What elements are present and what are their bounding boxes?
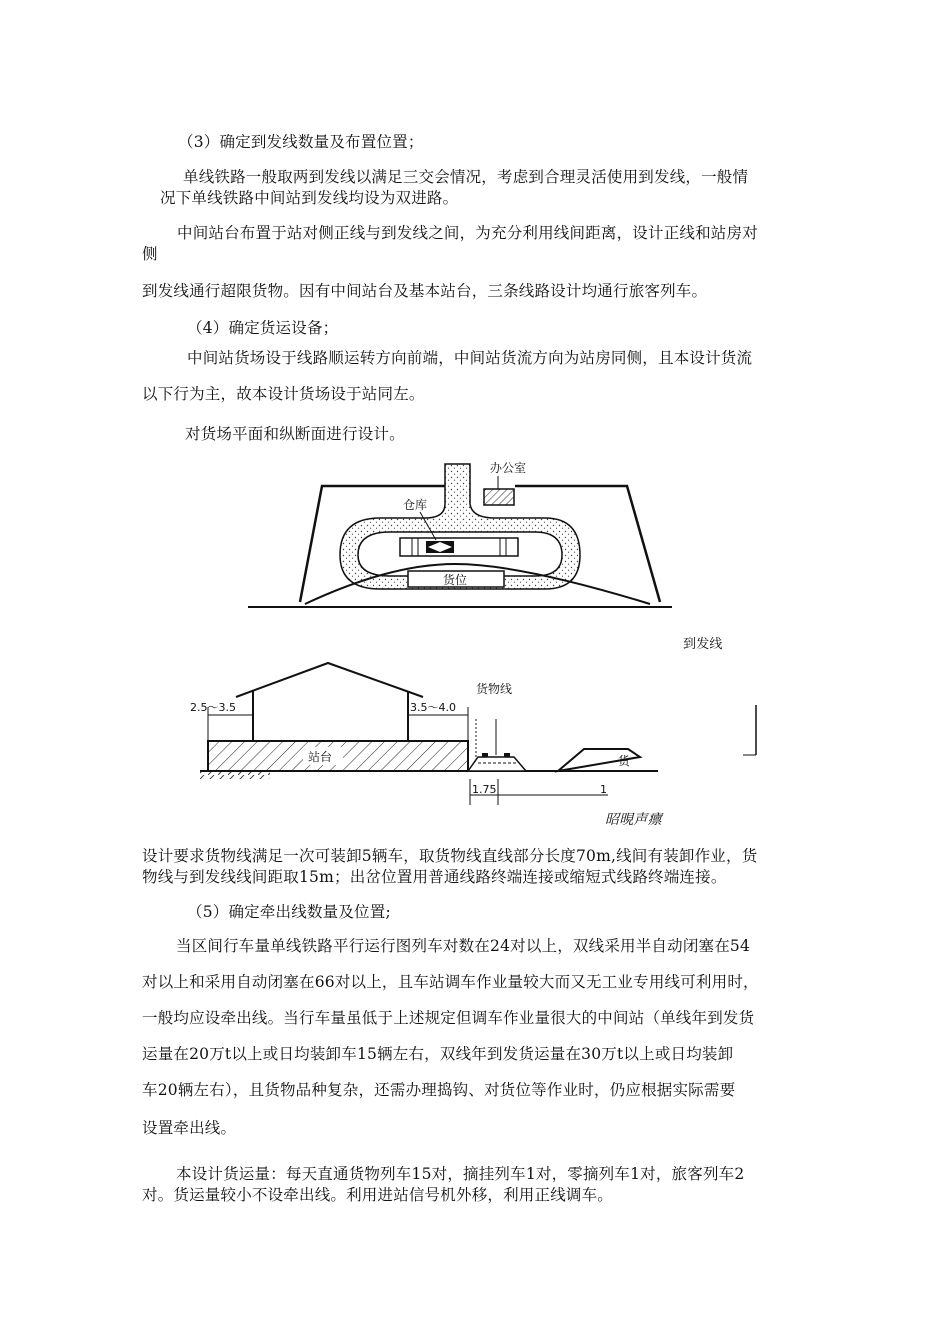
office-label: 办公室 — [490, 461, 527, 475]
section5-heading: （5）确定牵出线数量及位置; — [187, 903, 391, 921]
section4-paragraph1-line1: 中间站货场设于线路顺运转方向前端，中间站货流方向为站房同侧，且本设计货流 — [187, 349, 753, 367]
cargo-position-label: 货位 — [443, 573, 468, 587]
section3-paragraph2-line1: 中间站台布置于站对侧正线与到发线之间，为充分利用线间距离，设计正线和站房对 — [177, 224, 758, 242]
platform-label: 站台 — [308, 750, 333, 764]
cargo-line-paragraph-line1: 设计要求货物线满足一次可装卸5辆车，取货物线直线部分长度70m,线间有装卸作业，货 — [142, 847, 758, 865]
section5-paragraph1-line6: 设置牵出线。 — [142, 1119, 237, 1137]
dimension-bottom-right: 1 — [600, 783, 607, 796]
section5-paragraph1-line1: 当区间行车量单线铁路平行运行图列车对数在24对以上，双线采用半自动闭塞在54 — [176, 937, 751, 955]
section5-paragraph1-line3: 一般均应设牵出线。当行车量虽低于上述规定但调车作业量很大的中间站（单线年到发货 — [142, 1009, 755, 1027]
cargo-line-label: 货物线 — [476, 682, 513, 696]
dimension-left: 2.5～3.5 — [190, 701, 236, 714]
section4-paragraph2: 对货场平面和纵断面进行设计。 — [185, 425, 405, 443]
section5-paragraph1-line5: 车20辆左右），且货物品种复杂，还需办理捣钩、对货位等作业时，仍应根据实际需要 — [142, 1081, 736, 1099]
cargo-line-paragraph-line2: 物线与到发线线间距取15m；出岔位置用普通线路终端连接或缩短式线路终端连接。 — [142, 868, 727, 886]
section5-paragraph2-line2: 对。货运量较小不设牵出线。利用进站信号机外移，利用正线调车。 — [142, 1186, 614, 1204]
dimension-right: 3.5～4.0 — [410, 701, 456, 714]
cargo-platform-section-figure — [178, 655, 778, 835]
cargo-char-label: 货 — [618, 754, 631, 768]
dimension-bottom: 1.75 — [472, 783, 497, 796]
warehouse-roof — [236, 663, 423, 697]
office-block — [484, 489, 514, 505]
section4-heading: （4）确定货运设备； — [187, 319, 339, 337]
section5-paragraph2-line1: 本设计货运量：每天直通货物列车15对，摘挂列车1对，零摘列车1对，旅客列车2 — [176, 1165, 745, 1183]
warehouse-label: 仓库 — [403, 498, 428, 512]
track-ballast — [468, 757, 526, 771]
section3-heading: （3）确定到发线数量及布置位置； — [178, 133, 424, 151]
section3-paragraph2-line2: 侧 — [142, 245, 158, 263]
section3-paragraph3: 到发线通行超限货物。因有中间站台及基本站台，三条线路设计均通行旅客列车。 — [142, 282, 708, 300]
figure-caption: 昭晛声癝 — [605, 812, 662, 828]
section5-paragraph1-line2: 对以上和采用自动闭塞在66对以上，且车站调车作业量较大而又无工业专用线可利用时， — [142, 973, 759, 991]
arrival-departure-line-label: 到发线 — [683, 637, 723, 652]
section3-paragraph1-line1: 单线铁路一般取两到发线以满足三交会情况，考虑到合理灵活使用到发线，一般情 — [183, 168, 749, 186]
section5-paragraph1-line4: 运量在20万t以上或日均装卸车15辆左右，双线年到发货运量在30万t以上或日均装卸 — [142, 1045, 734, 1063]
section3-paragraph1-line2: 况下单线铁路中间站到发线均设为双进路。 — [160, 189, 459, 207]
section4-paragraph1-line2: 以下行为主，故本设计货场设于站同左。 — [142, 385, 425, 403]
freight-yard-plan-figure — [240, 452, 680, 617]
